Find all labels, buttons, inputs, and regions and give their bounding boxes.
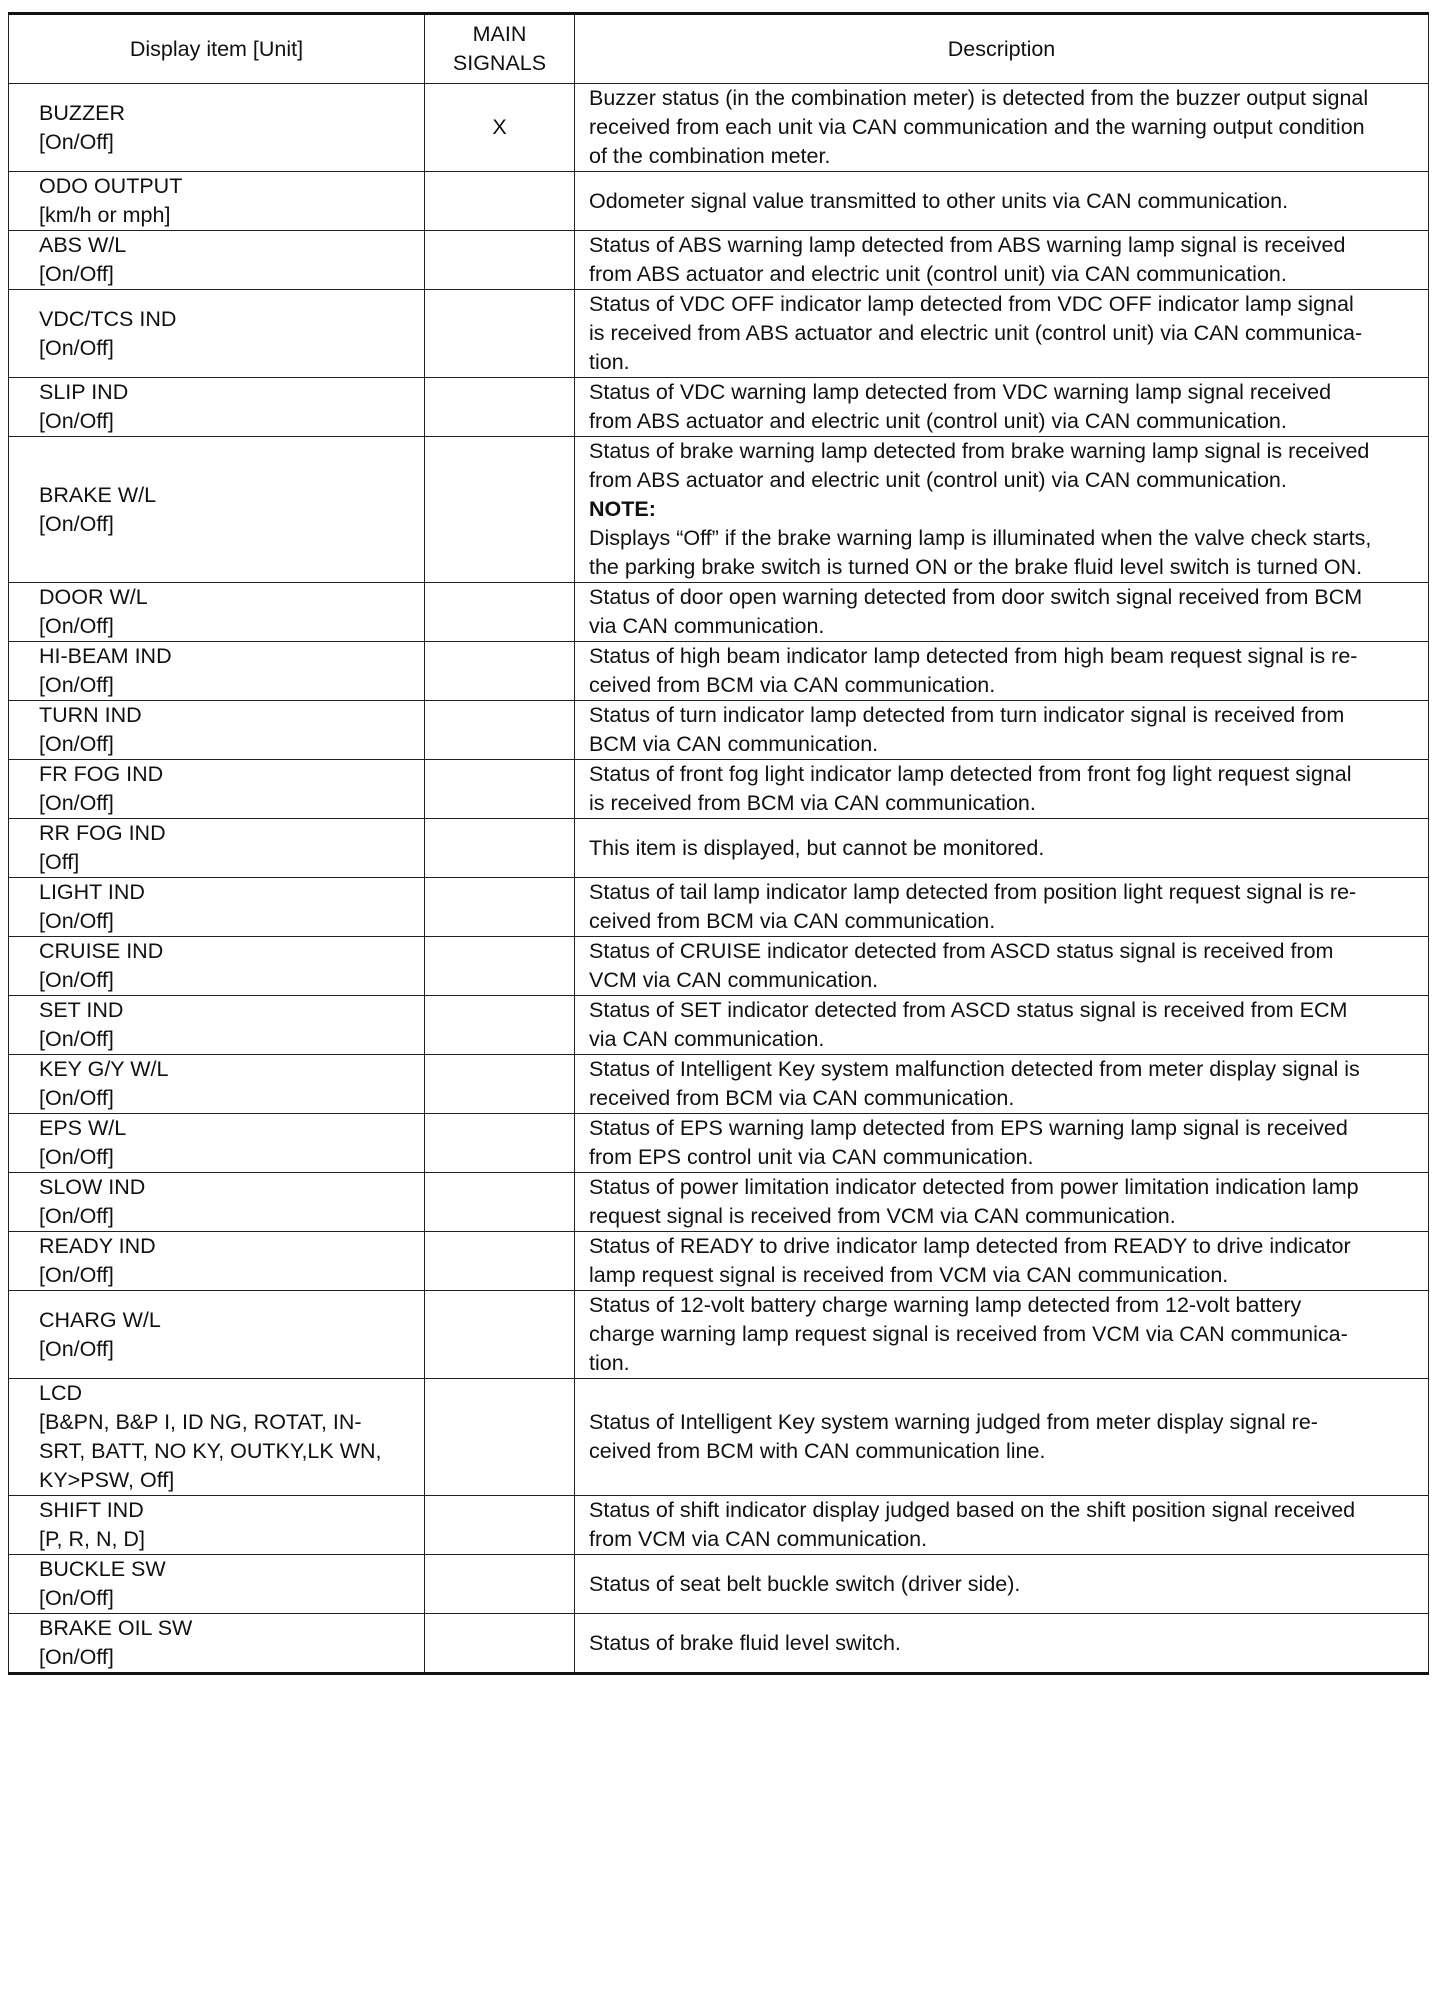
main-signal-cell bbox=[425, 937, 575, 996]
display-item-cell bbox=[9, 1496, 425, 1555]
display-item-cell bbox=[9, 1114, 425, 1173]
description-line: request signal is received from VCM via CAN communication. bbox=[589, 1204, 1176, 1228]
display-item-line: [On/Off] bbox=[39, 1263, 114, 1287]
display-item-line: BUZZER bbox=[39, 100, 125, 125]
description-cell bbox=[575, 760, 1429, 819]
description-cell bbox=[575, 84, 1429, 172]
description-line: Status of 12-volt battery charge warning lamp detected from 12-volt battery bbox=[589, 1293, 1302, 1317]
table-row bbox=[9, 701, 1429, 760]
table-row bbox=[9, 437, 1429, 583]
note-label: NOTE: bbox=[589, 497, 656, 521]
display-item-line: [On/Off] bbox=[39, 673, 114, 697]
display-item-cell bbox=[9, 937, 425, 996]
description-cell bbox=[575, 583, 1429, 642]
description-line: via CAN communication. bbox=[589, 614, 825, 638]
display-item-cell bbox=[9, 172, 425, 231]
display-item-cell bbox=[9, 1055, 425, 1114]
display-item-line: CRUISE IND bbox=[39, 939, 164, 963]
display-item-line: KY>PSW, Off] bbox=[39, 1468, 175, 1492]
description-line: tion. bbox=[589, 350, 630, 374]
table-row bbox=[9, 1173, 1429, 1232]
description-cell bbox=[575, 1114, 1429, 1173]
description-cell bbox=[575, 1291, 1429, 1379]
table-row bbox=[9, 760, 1429, 819]
description-cell bbox=[575, 1496, 1429, 1555]
table-row bbox=[9, 172, 1429, 231]
description-line: of the combination meter. bbox=[589, 144, 831, 168]
description-line: BCM via CAN communication. bbox=[589, 732, 879, 756]
display-item-line: ABS W/L bbox=[39, 233, 127, 257]
display-item-line: [On/Off] bbox=[39, 732, 114, 756]
display-item-line: [On/Off] bbox=[39, 1027, 114, 1051]
main-signal-cell bbox=[425, 1055, 575, 1114]
description-line: received from BCM via CAN communication. bbox=[589, 1086, 1015, 1110]
display-item-cell bbox=[9, 84, 425, 172]
display-item-cell bbox=[9, 1291, 425, 1379]
table-row bbox=[9, 1614, 1429, 1674]
table-header-row bbox=[9, 14, 1429, 84]
description-line: from VCM via CAN communication. bbox=[589, 1527, 928, 1551]
main-signal-cell bbox=[425, 437, 575, 583]
display-item-line: LCD bbox=[39, 1381, 83, 1405]
description-line: ceived from BCM via CAN communication. bbox=[589, 909, 996, 933]
main-signal-cell bbox=[425, 996, 575, 1055]
description-line: from ABS actuator and electric unit (control unit) via CAN communication. bbox=[589, 468, 1287, 492]
display-item-line: [On/Off] bbox=[39, 791, 114, 815]
display-item-line: [P, R, N, D] bbox=[39, 1527, 145, 1551]
display-item-cell bbox=[9, 1555, 425, 1614]
description-line: Odometer signal value transmitted to other units via CAN communication. bbox=[589, 188, 1289, 213]
main-signal-cell bbox=[425, 583, 575, 642]
display-item-line: ODO OUTPUT bbox=[39, 174, 183, 198]
display-item-line: FR FOG IND bbox=[39, 762, 164, 786]
main-signal-cell bbox=[425, 1555, 575, 1614]
display-item-cell bbox=[9, 231, 425, 290]
display-item-cell bbox=[9, 760, 425, 819]
display-item-cell bbox=[9, 878, 425, 937]
main-signal-cell bbox=[425, 760, 575, 819]
display-item-line: [On/Off] bbox=[39, 511, 114, 536]
table-row bbox=[9, 1379, 1429, 1496]
description-line: VCM via CAN communication. bbox=[589, 968, 879, 992]
display-item-cell bbox=[9, 378, 425, 437]
display-item-cell bbox=[9, 290, 425, 378]
main-signal-cell bbox=[425, 1496, 575, 1555]
description-line: from EPS control unit via CAN communication. bbox=[589, 1145, 1034, 1169]
main-signal-cell bbox=[425, 1614, 575, 1674]
description-line: Status of seat belt buckle switch (driver side). bbox=[589, 1571, 1021, 1596]
table-row bbox=[9, 1555, 1429, 1614]
description-line: ceived from BCM via CAN communication. bbox=[589, 673, 996, 697]
description-line: Status of brake warning lamp detected from brake warning lamp signal is received bbox=[589, 439, 1370, 463]
description-line: Status of CRUISE indicator detected from ASCD status signal is received from bbox=[589, 939, 1334, 963]
description-line: from ABS actuator and electric unit (control unit) via CAN communication. bbox=[589, 262, 1287, 286]
description-cell bbox=[575, 642, 1429, 701]
display-item-line: [On/Off] bbox=[39, 262, 114, 286]
description-line: Status of high beam indicator lamp detected from high beam request signal is re- bbox=[589, 644, 1358, 668]
note-line: Displays “Off” if the brake warning lamp is illuminated when the valve check starts, bbox=[589, 526, 1372, 550]
table-row bbox=[9, 937, 1429, 996]
display-item-cell bbox=[9, 819, 425, 878]
description-cell bbox=[575, 378, 1429, 437]
main-signal-cell bbox=[425, 290, 575, 378]
display-item-cell bbox=[9, 1173, 425, 1232]
description-line: from ABS actuator and electric unit (control unit) via CAN communication. bbox=[589, 409, 1287, 433]
display-item-line: [On/Off] bbox=[39, 1086, 114, 1110]
main-signal-cell: X bbox=[425, 84, 575, 172]
display-item-line: LIGHT IND bbox=[39, 880, 145, 904]
main-signal-cell bbox=[425, 1291, 575, 1379]
display-item-line: DOOR W/L bbox=[39, 585, 148, 609]
display-item-line: READY IND bbox=[39, 1234, 156, 1258]
display-item-line: [On/Off] bbox=[39, 1645, 114, 1669]
display-item-line: BRAKE W/L bbox=[39, 482, 157, 507]
display-item-cell bbox=[9, 583, 425, 642]
display-item-line: [On/Off] bbox=[39, 1336, 114, 1361]
display-item-line: [On/Off] bbox=[39, 129, 114, 154]
header-main-signals-line2: SIGNALS bbox=[452, 51, 547, 75]
display-item-line: [On/Off] bbox=[39, 1145, 114, 1169]
display-item-line: SLIP IND bbox=[39, 380, 129, 404]
display-item-line: TURN IND bbox=[39, 703, 142, 727]
table-row bbox=[9, 1496, 1429, 1555]
header-display-item: Display item [Unit] bbox=[9, 14, 425, 84]
table-row bbox=[9, 84, 1429, 172]
display-item-line: SRT, BATT, NO KY, OUTKY,LK WN, bbox=[39, 1439, 382, 1463]
description-line: Status of brake fluid level switch. bbox=[589, 1630, 901, 1655]
table-row bbox=[9, 1055, 1429, 1114]
table-row bbox=[9, 231, 1429, 290]
description-line: Status of door open warning detected from door switch signal received from BCM bbox=[589, 585, 1363, 609]
description-cell bbox=[575, 996, 1429, 1055]
display-item-line: SLOW IND bbox=[39, 1175, 146, 1199]
display-item-line: BUCKLE SW bbox=[39, 1557, 166, 1581]
description-line: is received from ABS actuator and electric unit (control unit) via CAN communica- bbox=[589, 321, 1363, 345]
header-main-signals bbox=[425, 14, 575, 84]
description-line: Status of Intelligent Key system malfunction detected from meter display signal is bbox=[589, 1057, 1360, 1081]
table-row bbox=[9, 878, 1429, 937]
description-cell bbox=[575, 1055, 1429, 1114]
main-signal-cell bbox=[425, 378, 575, 437]
description-cell bbox=[575, 1555, 1429, 1614]
description-line: charge warning lamp request signal is received from VCM via CAN communica- bbox=[589, 1322, 1348, 1346]
description-line: Buzzer status (in the combination meter) is detected from the buzzer output signal bbox=[589, 86, 1369, 110]
display-item-line: BRAKE OIL SW bbox=[39, 1616, 193, 1640]
main-signal-cell bbox=[425, 172, 575, 231]
description-cell bbox=[575, 1614, 1429, 1674]
display-item-line: KEY G/Y W/L bbox=[39, 1057, 169, 1081]
description-cell bbox=[575, 1173, 1429, 1232]
note-line: the parking brake switch is turned ON or the brake fluid level switch is turned ON. bbox=[589, 555, 1363, 579]
display-item-line: [On/Off] bbox=[39, 1586, 114, 1610]
display-item-line: [km/h or mph] bbox=[39, 203, 171, 227]
description-cell bbox=[575, 172, 1429, 231]
display-item-line: [On/Off] bbox=[39, 968, 114, 992]
description-line: is received from BCM via CAN communication. bbox=[589, 791, 1036, 815]
display-item-cell bbox=[9, 1379, 425, 1496]
description-line: received from each unit via CAN communication and the warning output condition bbox=[589, 115, 1365, 139]
display-item-cell bbox=[9, 642, 425, 701]
display-item-cell bbox=[9, 437, 425, 583]
description-cell bbox=[575, 937, 1429, 996]
description-cell bbox=[575, 290, 1429, 378]
display-item-line: [Off] bbox=[39, 850, 80, 874]
description-line: via CAN communication. bbox=[589, 1027, 825, 1051]
table-row bbox=[9, 1291, 1429, 1379]
description-cell bbox=[575, 878, 1429, 937]
display-item-line: [On/Off] bbox=[39, 1204, 114, 1228]
header-description: Description bbox=[575, 14, 1429, 84]
description-line: ceived from BCM with CAN communication line. bbox=[589, 1439, 1046, 1463]
display-item-line: SHIFT IND bbox=[39, 1498, 144, 1522]
main-signal-cell bbox=[425, 1379, 575, 1496]
description-cell bbox=[575, 701, 1429, 760]
description-cell bbox=[575, 231, 1429, 290]
table-row bbox=[9, 1232, 1429, 1291]
main-signal-cell bbox=[425, 231, 575, 290]
display-item-line: HI-BEAM IND bbox=[39, 644, 172, 668]
display-item-line: [On/Off] bbox=[39, 909, 114, 933]
description-cell bbox=[575, 819, 1429, 878]
description-line: Status of front fog light indicator lamp detected from front fog light request signal bbox=[589, 762, 1352, 786]
main-signal-cell bbox=[425, 642, 575, 701]
display-item-line: [On/Off] bbox=[39, 335, 114, 360]
description-cell bbox=[575, 1379, 1429, 1496]
description-line: This item is displayed, but cannot be monitored. bbox=[589, 835, 1045, 860]
display-item-table bbox=[8, 12, 1429, 1675]
display-item-cell bbox=[9, 996, 425, 1055]
description-line: Status of turn indicator lamp detected from turn indicator signal is received from bbox=[589, 703, 1345, 727]
display-item-cell bbox=[9, 701, 425, 760]
display-item-line: RR FOG IND bbox=[39, 821, 166, 845]
main-signal-cell bbox=[425, 1232, 575, 1291]
table-row bbox=[9, 378, 1429, 437]
description-line: Status of VDC warning lamp detected from VDC warning lamp signal received bbox=[589, 380, 1332, 404]
table-row bbox=[9, 290, 1429, 378]
description-line: Status of shift indicator display judged based on the shift position signal received bbox=[589, 1498, 1356, 1522]
description-line: Status of EPS warning lamp detected from EPS warning lamp signal is received bbox=[589, 1116, 1348, 1140]
description-line: Status of READY to drive indicator lamp detected from READY to drive indicator bbox=[589, 1234, 1351, 1258]
description-line: Status of Intelligent Key system warning judged from meter display signal re- bbox=[589, 1410, 1318, 1434]
description-line: lamp request signal is received from VCM via CAN communication. bbox=[589, 1263, 1229, 1287]
description-line: Status of power limitation indicator detected from power limitation indication lamp bbox=[589, 1175, 1359, 1199]
main-signal-cell bbox=[425, 878, 575, 937]
main-signal-cell bbox=[425, 1114, 575, 1173]
main-signal-cell bbox=[425, 819, 575, 878]
description-line: Status of tail lamp indicator lamp detected from position light request signal is re- bbox=[589, 880, 1357, 904]
display-item-cell bbox=[9, 1232, 425, 1291]
description-cell bbox=[575, 1232, 1429, 1291]
description-line: tion. bbox=[589, 1351, 630, 1375]
description-cell bbox=[575, 437, 1429, 583]
display-item-line: EPS W/L bbox=[39, 1116, 127, 1140]
display-item-line: VDC/TCS IND bbox=[39, 306, 177, 331]
display-item-line: [B&PN, B&P I, ID NG, ROTAT, IN- bbox=[39, 1410, 362, 1434]
table-row bbox=[9, 996, 1429, 1055]
display-item-line: [On/Off] bbox=[39, 614, 114, 638]
display-item-line: SET IND bbox=[39, 998, 124, 1022]
header-main-signals-line1: MAIN bbox=[472, 22, 527, 46]
table-row bbox=[9, 819, 1429, 878]
main-signal-cell bbox=[425, 1173, 575, 1232]
main-signal-cell bbox=[425, 701, 575, 760]
description-line: Status of ABS warning lamp detected from ABS warning lamp signal is received bbox=[589, 233, 1346, 257]
table-row bbox=[9, 642, 1429, 701]
description-line: Status of SET indicator detected from ASCD status signal is received from ECM bbox=[589, 998, 1348, 1022]
display-item-line: CHARG W/L bbox=[39, 1307, 161, 1332]
display-item-cell bbox=[9, 1614, 425, 1674]
description-line: Status of VDC OFF indicator lamp detected from VDC OFF indicator lamp signal bbox=[589, 292, 1354, 316]
display-item-line: [On/Off] bbox=[39, 409, 114, 433]
table-row bbox=[9, 1114, 1429, 1173]
table-row bbox=[9, 583, 1429, 642]
